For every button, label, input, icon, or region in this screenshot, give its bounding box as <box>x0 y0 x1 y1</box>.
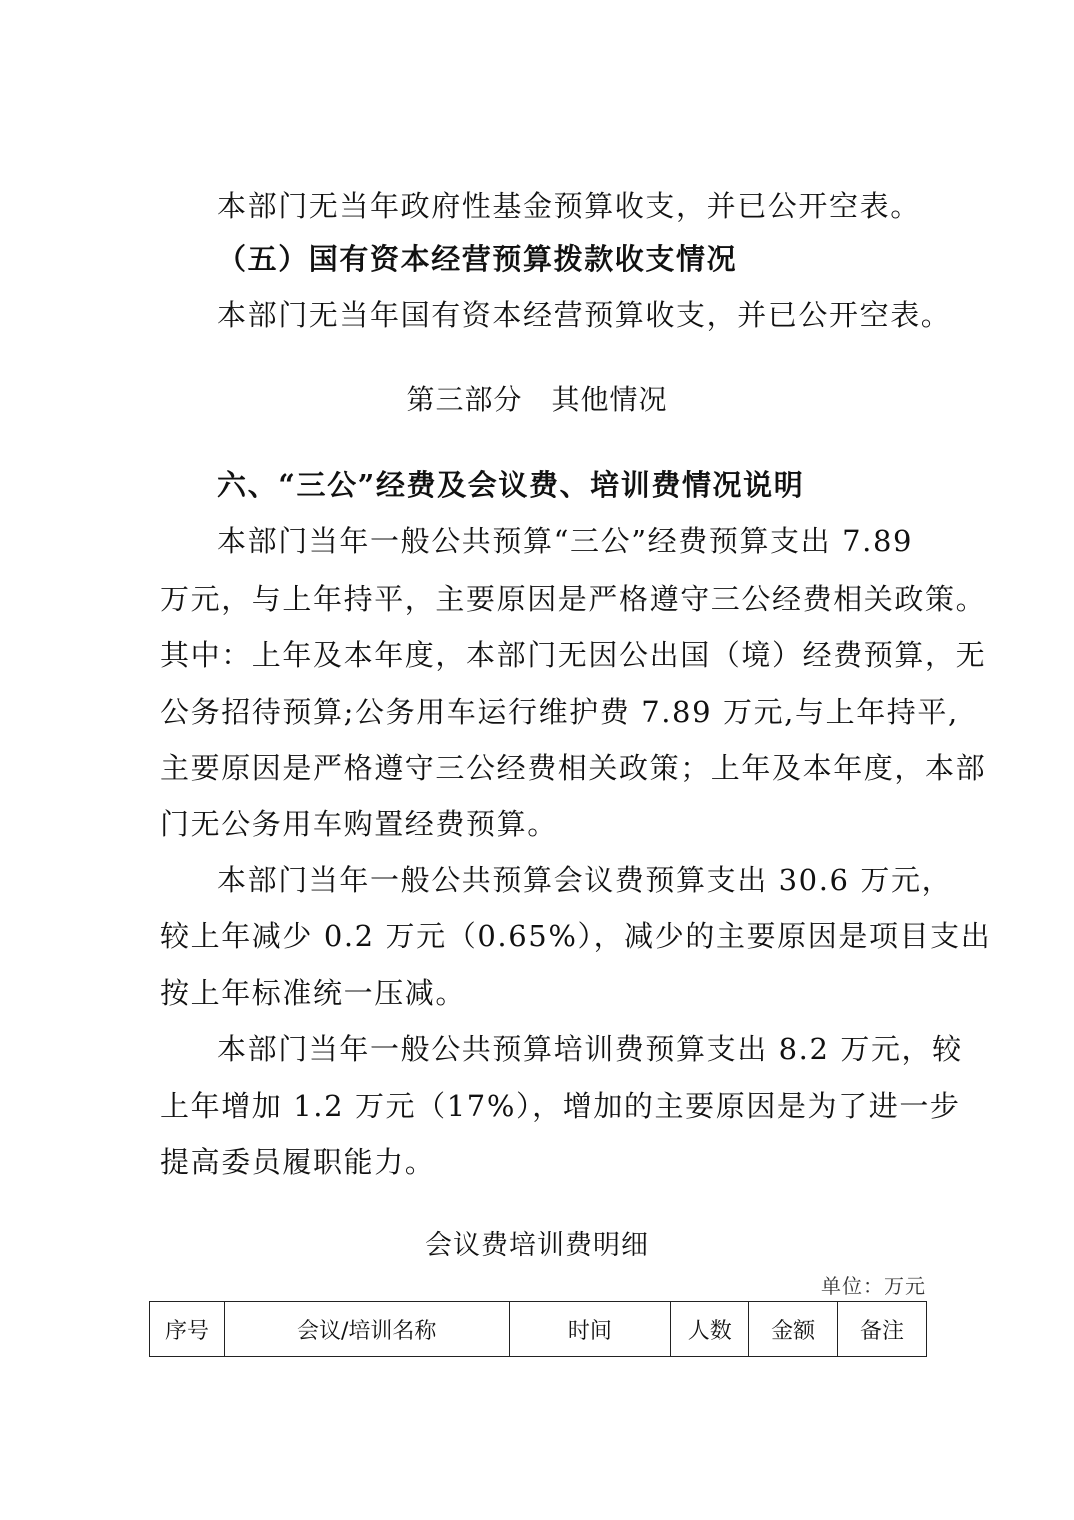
section-6-heading: 六、“三公”经费及会议费、培训费情况说明 <box>217 468 805 502</box>
meeting-line-2: 较上年减少 0.2 万元（0.65%），减少的主要原因是项目支出 <box>160 919 992 953</box>
sangong-line-3: 其中：上年及本年度，本部门无因公出国（境）经费预算，无 <box>160 638 987 672</box>
header-remarks: 备注 <box>838 1302 927 1357</box>
sangong-line-5: 主要原因是严格遵守三公经费相关政策；上年及本年度，本部 <box>160 751 987 785</box>
sangong-line-2: 万元，与上年持平，主要原因是严格遵守三公经费相关政策。 <box>160 582 987 616</box>
header-amount: 金额 <box>749 1302 838 1357</box>
training-line-1: 本部门当年一般公共预算培训费预算支出 8.2 万元，较 <box>217 1032 963 1066</box>
meeting-line-3: 按上年标准统一压减。 <box>160 976 467 1010</box>
training-line-3: 提高委员履职能力。 <box>160 1145 436 1179</box>
gov-fund-paragraph: 本部门无当年政府性基金预算收支，并已公开空表。 <box>217 189 921 223</box>
sangong-line-1: 本部门当年一般公共预算“三公”经费预算支出 7.89 <box>217 524 914 558</box>
state-capital-paragraph: 本部门无当年国有资本经营预算收支，并已公开空表。 <box>217 298 952 332</box>
training-line-2: 上年增加 1.2 万元（17%），增加的主要原因是为了进一步 <box>160 1089 961 1123</box>
header-time: 时间 <box>509 1302 671 1357</box>
part-3-title: 第三部分 其他情况 <box>406 383 668 416</box>
sangong-line-4: 公务招待预算;公务用车运行维护费 7.89 万元,与上年持平, <box>160 695 959 729</box>
header-headcount: 人数 <box>671 1302 749 1357</box>
table-title: 会议费培训费明细 <box>425 1230 649 1261</box>
header-name: 会议/培训名称 <box>224 1302 509 1357</box>
meeting-line-1: 本部门当年一般公共预算会议费预算支出 30.6 万元， <box>217 863 953 897</box>
sangong-line-6: 门无公务用车购置经费预算。 <box>160 807 558 841</box>
detail-table <box>149 1301 927 1357</box>
table-header-row <box>150 1302 927 1357</box>
unit-label: 单位：万元 <box>821 1274 926 1298</box>
section-5-heading: （五）国有资本经营预算拨款收支情况 <box>217 242 738 276</box>
header-index: 序号 <box>150 1302 225 1357</box>
